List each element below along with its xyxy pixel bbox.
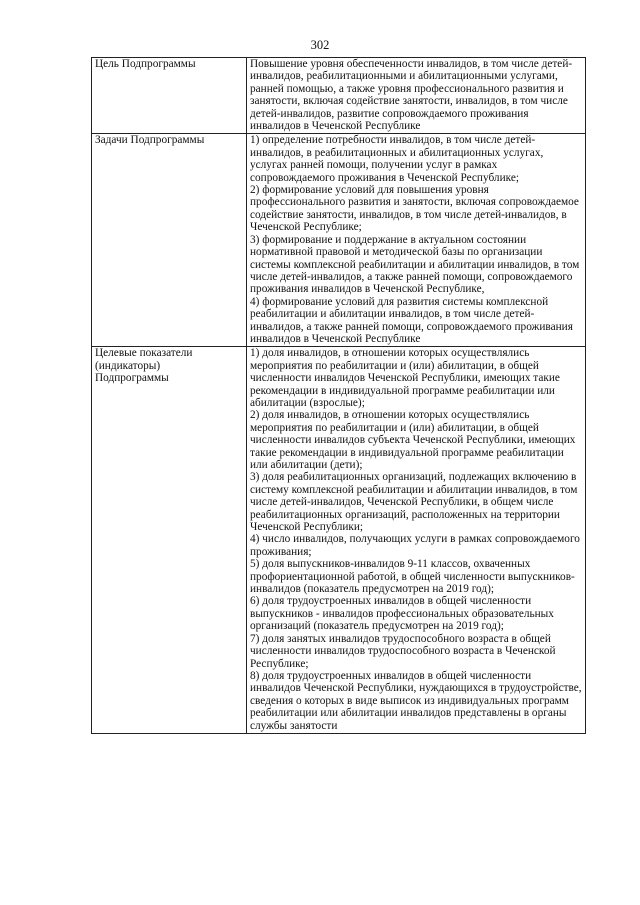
- task-item-4: 4) формирование условий для развития системы комплексной реабилитации и абилитации инвалидов, в том числе детей-инвалидов, а также ранней помощи, сопровождаемого проживания инвалидов в Чеченской Республике: [250, 295, 576, 345]
- page-number: 302: [310, 38, 330, 52]
- row-content-cell: [247, 58, 586, 134]
- indicator-item-4: 4) число инвалидов, получающих услуги в рамках сопровождаемого проживания;: [250, 533, 583, 558]
- indicator-item-8: 8) доля трудоустроенных инвалидов в общей численности инвалидов Чеченской Республики, нуждающихся в трудоустройстве, сведения о которых в виде выписок из индивидуальных программ реабилитации или абилитации инвалидов представлены в органы службы занятости: [250, 669, 585, 732]
- row-label: Цель Подпрограммы: [95, 58, 196, 70]
- row-label-cell: [92, 134, 247, 347]
- indicator-item-6: 6) доля трудоустроенных инвалидов в общей численности выпускников - инвалидов профессиональных образовательных организаций (показатель предусмотрен на 2019 год);: [250, 595, 557, 633]
- indicator-item-7: 7) доля занятых инвалидов трудоспособного возраста в общей численности инвалидов трудоспособного возраста в Чеченской Республике;: [250, 632, 559, 670]
- table-row-goal: [92, 58, 586, 134]
- indicator-item-3: 3) доля реабилитационных организаций, подлежащих включению в систему комплексной реабилитации и абилитации инвалидов, в том числе детей-инвалидов, Чеченской Республики, в общем числе реабилитационных организаций, расположенных на территории Чеченской Республики;: [250, 471, 581, 534]
- row-content-cell: [247, 134, 586, 347]
- row-label-line-2: (индикаторы): [95, 359, 161, 372]
- subprogram-passport-table: [91, 57, 586, 734]
- indicator-item-2: 2) доля инвалидов, в отношении которых осуществлялись мероприятия по реабилитации и (или) абилитации, в общей численности инвалидов субъекта Чеченской Республики, имеющих такие рекомендации в индивидуальной программе реабилитации или абилитации (дети);: [250, 409, 579, 471]
- row-label-line-3: Подпрограммы: [95, 372, 169, 385]
- task-item-3: 3) формирование и поддержание в актуальном состоянии нормативной правовой и методической базы по организации системы комплексной реабилитации и абилитации инвалидов, в том числе детей-инвалидов, а также ранней помощи, сопровождаемого проживания инвалидов в Чеченской Республике,: [250, 233, 583, 296]
- row-label-cell: [92, 347, 247, 734]
- task-item-1: 1) определение потребности инвалидов, в том числе детей-инвалидов, в реабилитационных и абилитационных услугах, услугах ранней помощи, получении услуг в рамках сопровождаемого проживания в Чеченской Республике;: [250, 134, 547, 184]
- indicator-item-1: 1) доля инвалидов, в отношении которых осуществлялись мероприятия по реабилитации и (или) абилитации, в общей численности инвалидов Чеченской Республики, имеющих такие рекомендации в индивидуальной программе реабилитации или абилитации (взрослые);: [250, 347, 563, 409]
- indicator-item-5: 5) доля выпускников-инвалидов 9-11 классов, охваченных профориентационной работой, в общей численности выпускников-инвалидов (показатель предусмотрен на 2019 год);: [250, 558, 575, 596]
- table-row-indicators: [92, 347, 586, 734]
- row-label-line-1: Целевые показатели: [95, 347, 193, 360]
- row-label-cell: [92, 58, 247, 134]
- goal-text: Повышение уровня обеспеченности инвалидов, в том числе детей-инвалидов, реабилитационными и абилитационными услугами, ранней помощью, а также уровня профессионального развития и занятости, включая содействие занятости, инвалидов, в том числе детей-инвалидов, развитие сопровождаемого проживания инвалидов в Чеченской Республике: [250, 58, 573, 133]
- row-content-cell: [247, 347, 586, 734]
- table-row-tasks: [92, 134, 586, 347]
- task-item-2: 2) формирование условий для повышения уровня профессионального развития и занятости, включая сопровождаемое содействие занятости, инвалидов, в том числе детей-инвалидов, в Чеченской Республике;: [250, 184, 582, 234]
- row-label: Задачи Подпрограммы: [95, 134, 205, 147]
